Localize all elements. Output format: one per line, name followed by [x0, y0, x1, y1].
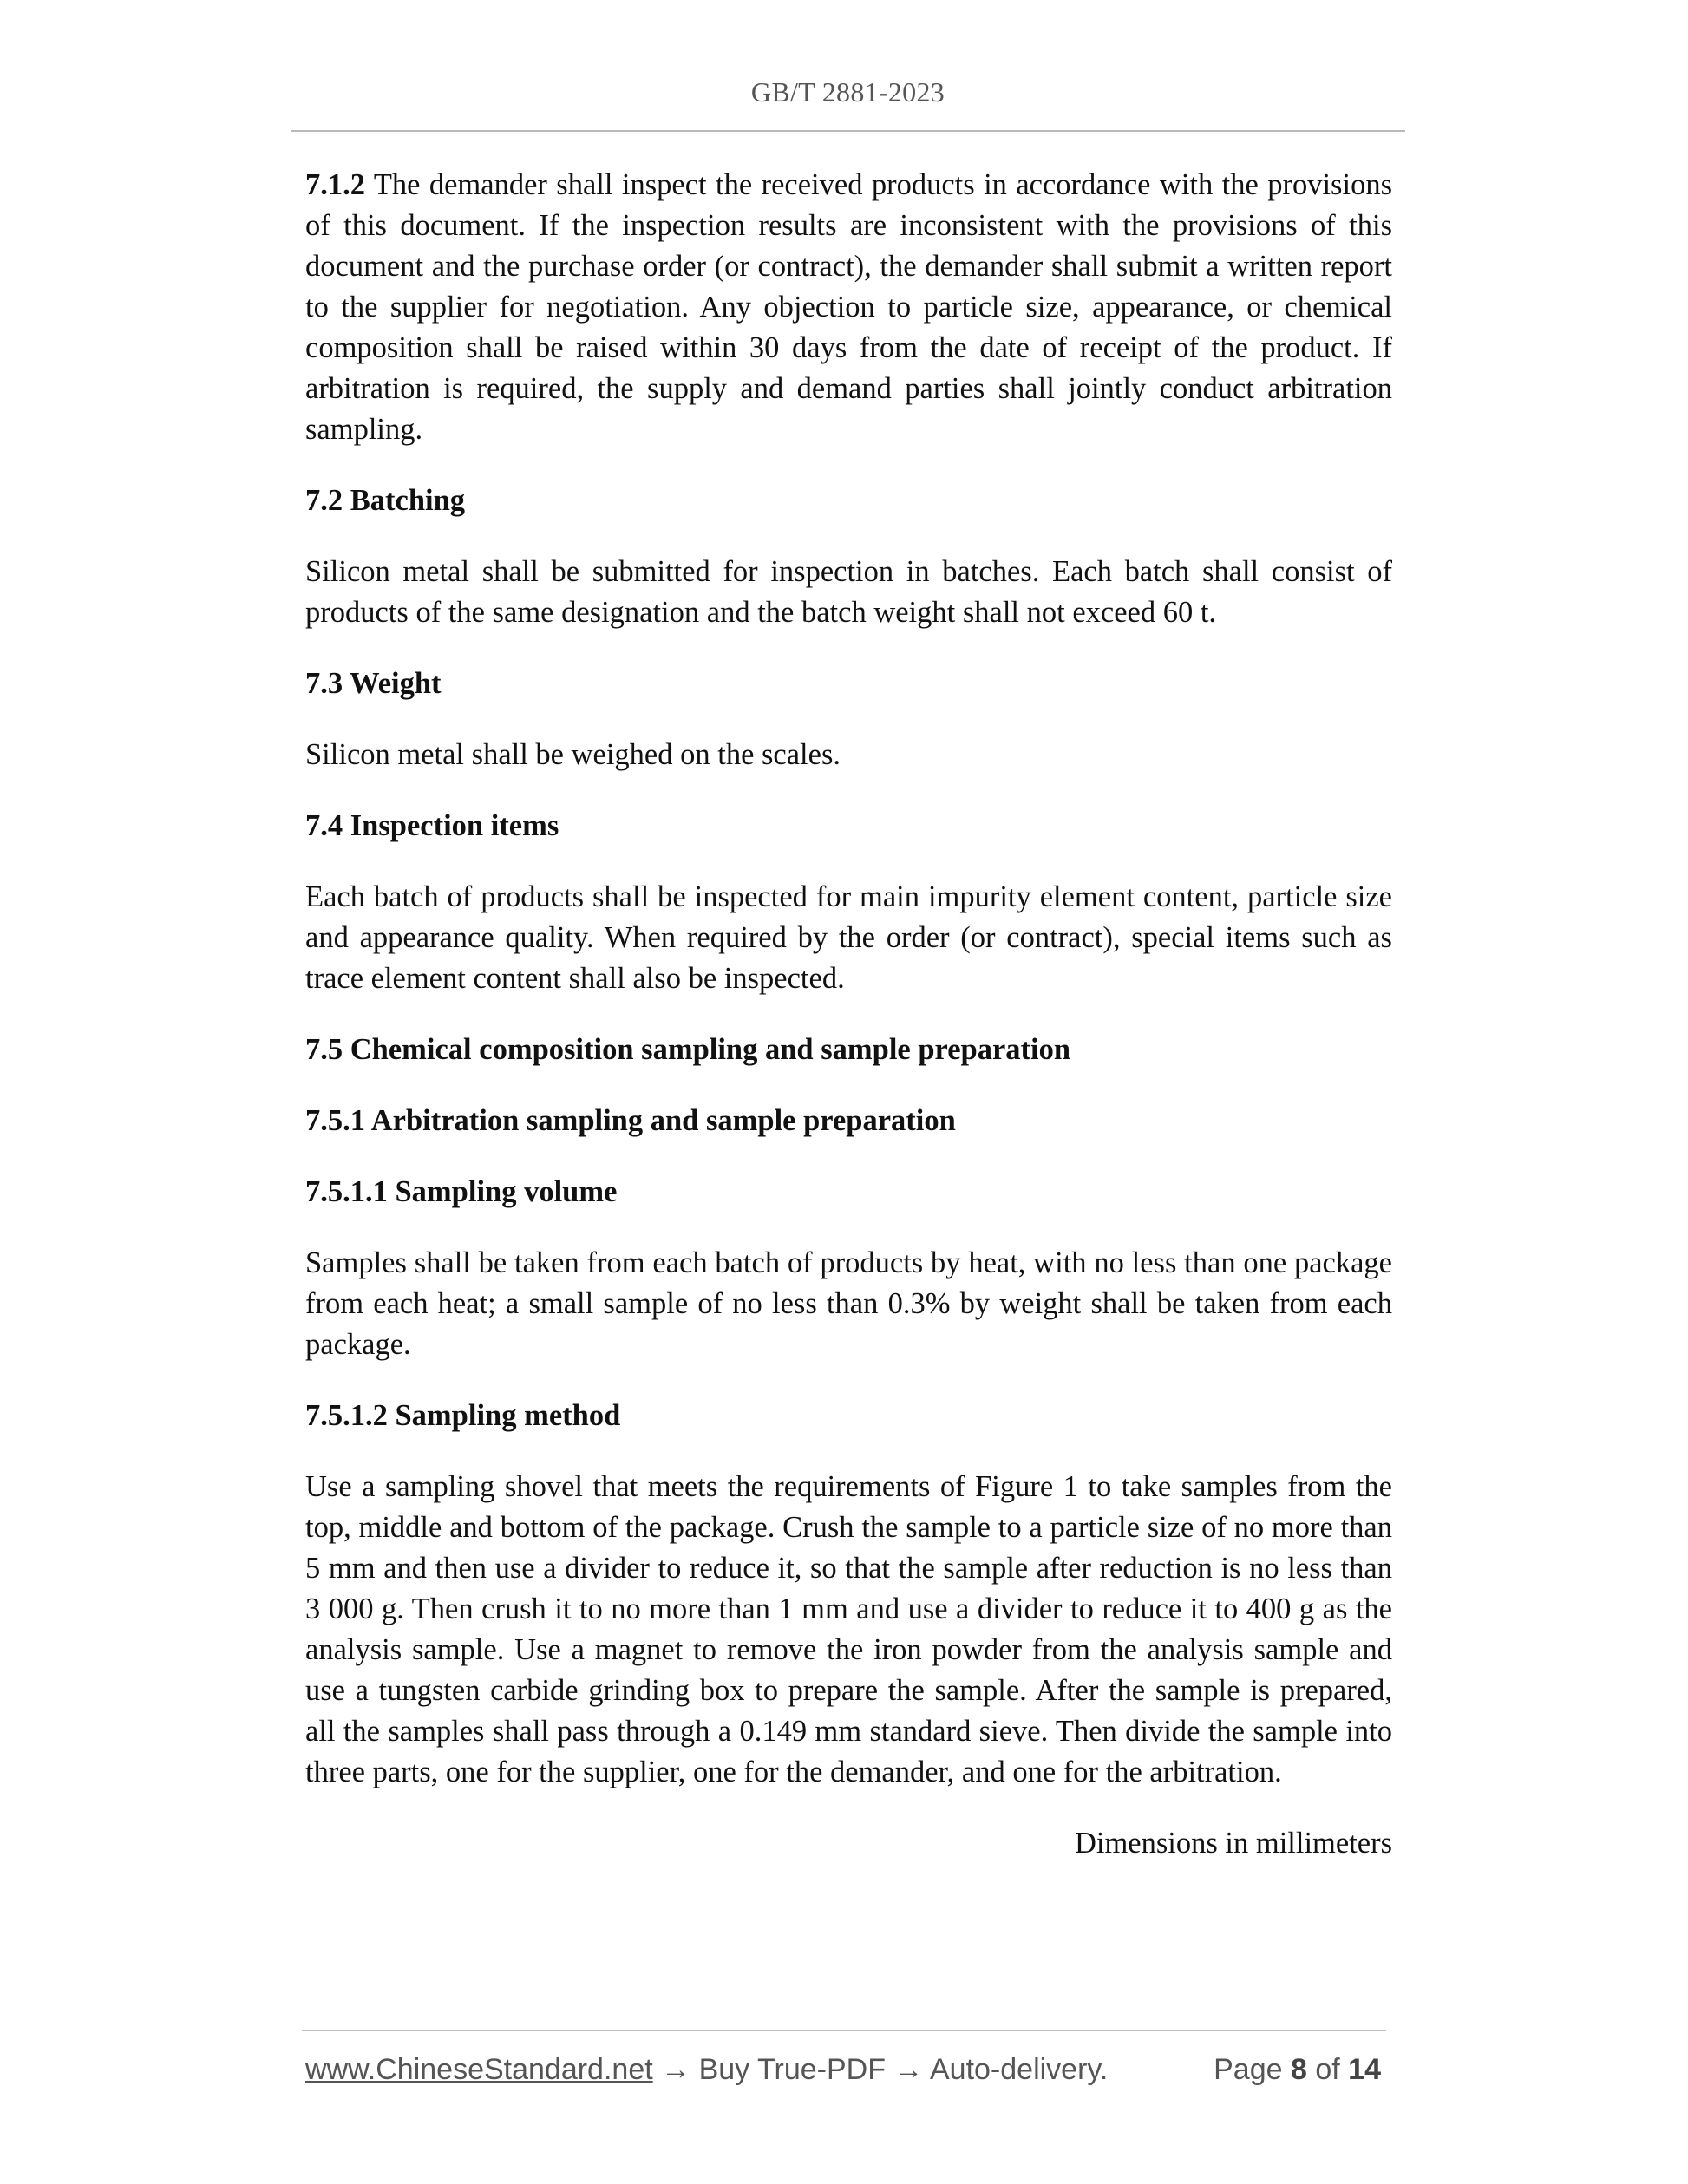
- page-indicator: [1214, 2053, 1381, 2087]
- heading-7-5-1: 7.5.1 Arbitration sampling and sample preparation: [305, 1104, 956, 1137]
- clause-7-2-text: Silicon metal shall be submitted for inspection in batches. Each batch shall consist of products of the same designation and the batch weight shall not exceed 60 t.: [305, 555, 1392, 629]
- page-label: Page: [1214, 2053, 1283, 2086]
- document-body: [305, 165, 1392, 1894]
- clause-7-1-2: [305, 165, 1392, 450]
- dimensions-note: Dimensions in millimeters: [1074, 1827, 1392, 1860]
- clause-7-4-text: Each batch of products shall be inspected for main impurity element content, particle size and appearance quality. When required by the order (or contract), special items such as trace element content shall also be inspected.: [305, 880, 1392, 995]
- clause-7-5-1-2-text: Use a sampling shovel that meets the requirements of Figure 1 to take samples from the top, middle and bottom of the package. Crush the sample to a particle size of no more than 5 mm and then use a divider to reduce it, so that the sample after reduction is no less than 3 000 g. Then crush it to no more than 1 mm and use a divider to reduce it to 400 g as the analysis sample. Use a magnet to remove the iron powder from the analysis sample and use a tungsten carbide grinding box to prepare the sample. After the sample is prepared, all the samples shall pass through a 0.149 mm standard sieve. Then divide the sample into three parts, one for the supplier, one for the demander, and one for the arbitration.: [305, 1470, 1392, 1788]
- heading-7-4: 7.4 Inspection items: [305, 809, 559, 842]
- clause-7-3-text: Silicon metal shall be weighed on the scales.: [305, 738, 841, 771]
- page-current: 8: [1290, 2053, 1307, 2086]
- footer-divider: [302, 2030, 1386, 2031]
- page-header: [291, 69, 1405, 132]
- clause-number: 7.1.2: [305, 168, 365, 201]
- heading-7-5: 7.5 Chemical composition sampling and sample preparation: [305, 1033, 1071, 1066]
- footer-promo: [305, 2053, 1108, 2087]
- site-link[interactable]: www.ChineseStandard.net: [305, 2053, 653, 2086]
- heading-7-5-1-1: 7.5.1.1 Sampling volume: [305, 1175, 618, 1208]
- heading-7-3: 7.3 Weight: [305, 667, 442, 700]
- heading-7-2: 7.2 Batching: [305, 484, 466, 517]
- page-total: 14: [1348, 2053, 1381, 2086]
- clause-text: The demander shall inspect the received products in accordance with the provisions of this document. If the inspection results are inconsistent with the provisions of this document and the purchase order (or contract), the demander shall submit a written report to the supplier for negotiation. Any objection to particle size, appearance, or chemical composition shall be raised within 30 days from the date of receipt of the product. If arbitration is required, the supply and demand parties shall jointly conduct arbitration sampling.: [305, 168, 1392, 446]
- clause-7-5-1-1-text: Samples shall be taken from each batch of products by heat, with no less than one package from each heat; a small sample of no less than 0.3% by weight shall be taken from each package.: [305, 1246, 1392, 1361]
- page-footer: [305, 2053, 1381, 2096]
- heading-7-5-1-2: 7.5.1.2 Sampling method: [305, 1399, 621, 1432]
- page-of: of: [1315, 2053, 1340, 2086]
- promo-text: → Buy True-PDF → Auto-delivery.: [652, 2053, 1109, 2086]
- document-code: GB/T 2881-2023: [750, 76, 945, 108]
